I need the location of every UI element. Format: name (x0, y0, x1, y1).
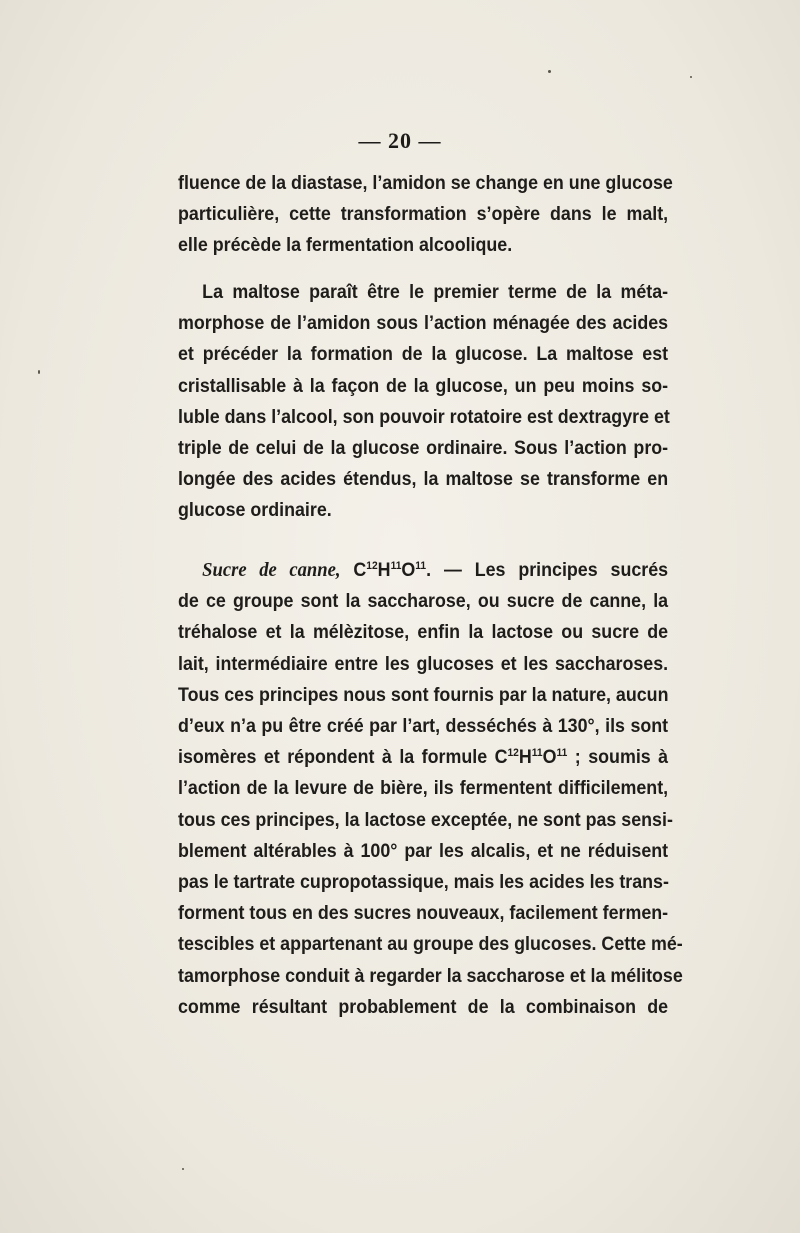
formula-line-before: isomères et répondent à la formule C (178, 747, 508, 769)
text-line: pas le tartrate cupropotassique, mais les acides les trans- (178, 872, 669, 894)
text-line: longée des acides étendus, la maltose se transforme en (178, 469, 669, 491)
text-line-heading (178, 555, 668, 586)
text-line: tescibles et appartenant au groupe des glucoses. Cette mé- (178, 934, 683, 956)
paragraph-1 (178, 168, 673, 262)
paper-speck (548, 70, 551, 73)
heading-line-rest: . — Les principes sucrés (426, 560, 669, 581)
formula-line-h: H (518, 747, 532, 769)
text-line: luble dans l’alcool, son pouvoir rotatoire est dextragyre et (178, 406, 670, 428)
paragraph-3 (178, 555, 683, 1023)
text-line: Tous ces principes nous sont fournis par la nature, aucun (178, 684, 669, 706)
paper-speck (38, 370, 40, 374)
page-number: — 20 — (358, 128, 442, 153)
text-line: d’eux n’a pu être créé par l’art, desséchés à 130°, ils sont (178, 716, 669, 738)
text-line: particulière, cette transformation s’opère dans le malt, (178, 204, 669, 226)
text-line: glucose ordinaire. (178, 500, 332, 522)
formula-c: C (353, 560, 367, 581)
formula-line-after: ; soumis à (567, 747, 669, 769)
formula-h: H (377, 560, 391, 581)
formula-line-subscript-2: 11 (531, 747, 543, 760)
paper-speck (690, 76, 692, 78)
text-line: blement altérables à 100° par les alcalis, et ne réduisent (178, 840, 669, 862)
paragraph-2 (178, 277, 670, 527)
formula-h-subscript: 11 (390, 560, 402, 572)
text-line: fluence de la diastase, l’amidon se change en une glucose (178, 173, 673, 194)
paper-speck (182, 1168, 184, 1170)
formula-line-o: O (542, 747, 557, 769)
formula-o: O (401, 560, 416, 581)
text-line: tréhalose et la mélèzitose, enfin la lactose ou sucre de (178, 622, 669, 644)
text-line: lait, intermédiaire entre les glucoses et les saccharoses. (178, 653, 669, 675)
text-line: elle précède la fermentation alcoolique. (178, 235, 513, 257)
text-line: forment tous en des sucres nouveaux, facilement fermen- (178, 903, 669, 925)
formula-o-subscript: 11 (415, 560, 427, 572)
text-line: cristallisable à la façon de la glucose, un peu moins so- (178, 375, 669, 397)
text-line: et précéder la formation de la glucose. La maltose est (178, 344, 669, 366)
text-line: tamorphose conduit à regarder la saccharose et la mélitose (178, 965, 683, 987)
text-line: de ce groupe sont la saccharose, ou sucre de canne, la (178, 591, 669, 613)
text-line: comme résultant probablement de la combinaison de (178, 996, 669, 1018)
text-line: La maltose paraît être le premier terme de la méta- (202, 282, 669, 303)
text-line: l’action de la levure de bière, ils fermentent difficilement, (178, 778, 669, 800)
text-line: triple de celui de la glucose ordinaire. Sous l’action pro- (178, 438, 669, 460)
formula-c-subscript: 12 (366, 560, 378, 572)
section-heading: Sucre de canne, (202, 559, 341, 581)
text-line-formula (178, 742, 668, 773)
formula-line-subscript-3: 11 (556, 747, 568, 760)
formula-line-subscript-1: 12 (507, 747, 519, 760)
text-line: morphose de l’amidon sous l’action ménagée des acides (178, 313, 669, 335)
text-line: tous ces principes, la lactose exceptée, ne sont pas sensi- (178, 809, 673, 831)
